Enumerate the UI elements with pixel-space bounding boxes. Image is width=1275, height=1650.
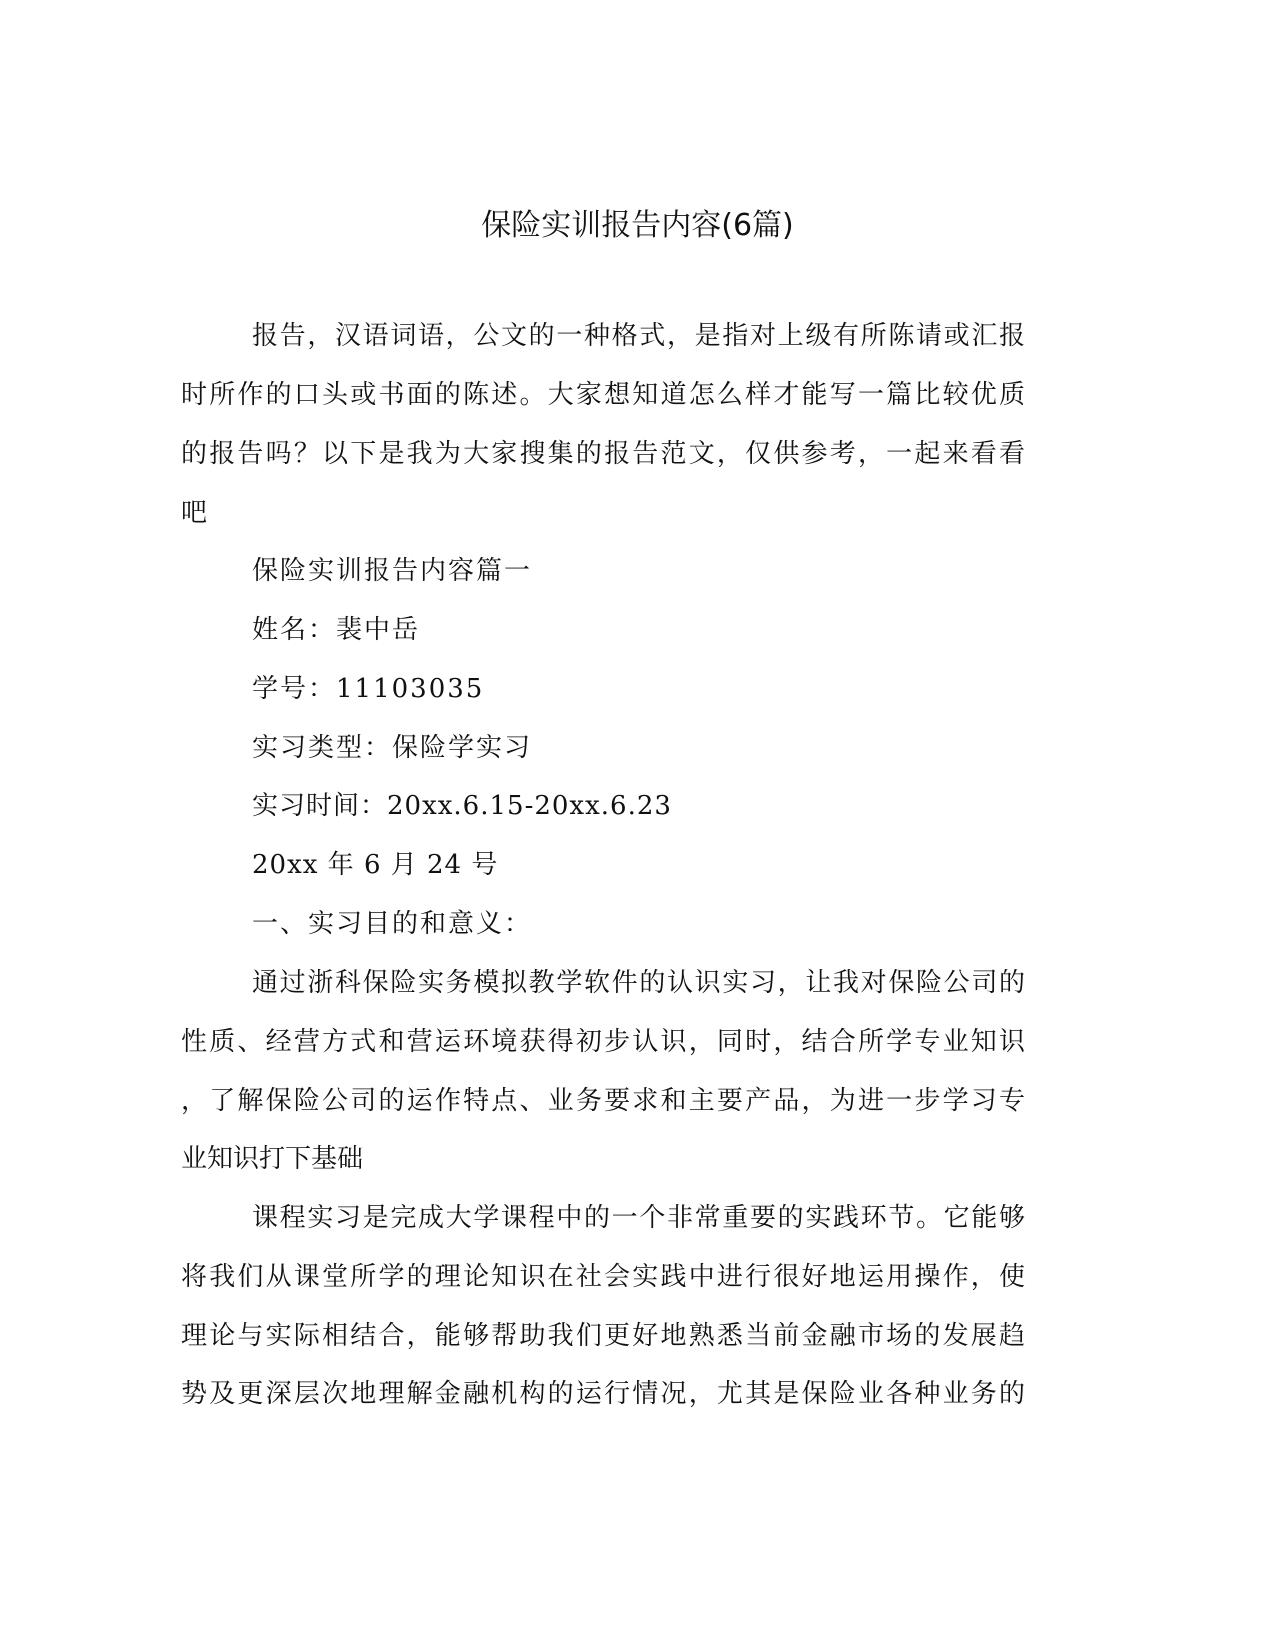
section-heading: 保险实训报告内容篇一 [252,556,533,586]
paragraph-line: 的报告吗？以下是我为大家搜集的报告范文，仅供参考，一起来看看 [181,439,1025,469]
paragraph-line: 将我们从课堂所学的理论知识在社会实践中进行很好地运用操作，使 [181,1262,1025,1292]
paragraph-line: 通过浙科保险实务模拟教学软件的认识实习，让我对保险公司的 [252,968,1025,998]
paragraph-line: 性质、经营方式和营运环境获得初步认识，同时，结合所学专业知识 [181,1027,1025,1057]
date-line: 20xx 年 6 月 24 号 [252,850,499,880]
student-id-line: 学号：11103035 [252,674,485,704]
internship-time-line: 实习时间：20xx.6.15-20xx.6.23 [252,791,672,821]
paragraph-line: 理论与实际相结合，能够帮助我们更好地熟悉当前金融市场的发展趋 [181,1321,1025,1351]
name-line: 姓名：裴中岳 [252,615,421,645]
paragraph-line: 业知识打下基础 [181,1144,364,1174]
paragraph-line: 时所作的口头或书面的陈述。大家想知道怎么样才能写一篇比较优质 [181,380,1025,410]
subsection-heading: 一、实习目的和意义： [252,909,533,939]
paragraph-line: 课程实习是完成大学课程中的一个非常重要的实践环节。它能够 [252,1203,1025,1233]
paragraph-line: 势及更深层次地理解金融机构的运行情况，尤其是保险业各种业务的 [181,1379,1025,1409]
paragraph-line: ，了解保险公司的运作特点、业务要求和主要产品，为进一步学习专 [181,1086,1025,1116]
document-title: 保险实训报告内容(6篇) [481,208,794,243]
internship-type-line: 实习类型：保险学实习 [252,733,533,763]
paragraph-line: 报告，汉语词语，公文的一种格式，是指对上级有所陈请或汇报 [252,321,1025,351]
paragraph-line: 吧 [181,498,208,528]
